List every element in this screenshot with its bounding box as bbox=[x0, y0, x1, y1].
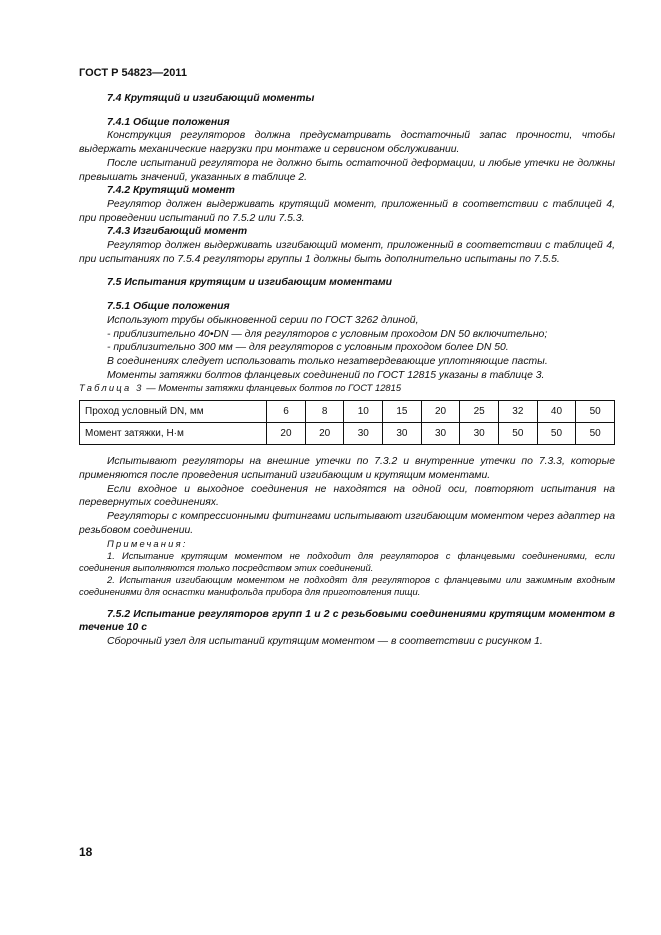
table-cell: 8 bbox=[305, 401, 344, 423]
document-header: ГОСТ Р 54823—2011 bbox=[79, 67, 187, 79]
paragraph: Регулятор должен выдерживать крутящий момент, приложенный в соответствии с таблицей 4, при проведении испытаний по 7.5.2 или 7.5.3. bbox=[79, 198, 615, 224]
section-7-5-title: 7.5 Испытания крутящим и изгибающим моментами bbox=[107, 277, 393, 289]
note-item: 1. Испытание крутящим моментом не подходит для регуляторов с фланцевыми соединениями, если соединения выполняются только посредством этих соединений. bbox=[79, 549, 615, 573]
paragraph: В соединениях следует использовать только незатвердевающие уплотняющие пасты. bbox=[107, 355, 548, 367]
table-caption bbox=[79, 382, 615, 394]
section-7-5-2-title: 7.5.2 Испытание регуляторов групп 1 и 2 с резьбовыми соединениями крутящим моментом в течение 10 с bbox=[79, 608, 615, 634]
paragraph: Регуляторы с компрессионными фитингами испытывают изгибающим моментом через адаптер на резьбовом соединении. bbox=[79, 511, 615, 536]
table-cell: 30 bbox=[460, 423, 499, 445]
table-caption-text: — Моменты затяжки фланцевых болтов по ГОСТ 12815 bbox=[146, 382, 402, 394]
table-cell: 15 bbox=[383, 401, 422, 423]
table-row bbox=[80, 423, 615, 445]
table-cell: 30 bbox=[344, 423, 383, 445]
paragraph: Конструкция регуляторов должна предусматривать достаточный запас прочности, чтобы выдержать механические нагрузки при монтаже и сервисном обслуживании. bbox=[79, 130, 615, 156]
table-row bbox=[80, 401, 615, 423]
paragraph: После испытаний регулятора не должно быть остаточной деформации, и любые утечки не должны превышать значений, указанных в таблице 2. bbox=[79, 157, 615, 183]
table-caption-prefix: Таблица 3 bbox=[79, 382, 144, 394]
note-item: 2. Испытания изгибающим моментом не подходят для регуляторов с фланцевыми или зажимным входным соединениями для оснастки манифольда прибора для приготовления пищи. bbox=[79, 573, 615, 597]
table-cell: 6 bbox=[267, 401, 306, 423]
table-cell: 20 bbox=[267, 423, 306, 445]
section-7-5-1-title: 7.5.1 Общие положения bbox=[107, 301, 230, 313]
paragraph: Сборочный узел для испытаний крутящим моментом — в соответствии с рисунком 1. bbox=[107, 635, 543, 647]
paragraph: Регулятор должен выдерживать изгибающий момент, приложенный в соответствии с таблицей 4, при испытаниях по 7.5.4 регуляторы группы 1 должны быть дополнительно испытаны по 7.5.5. bbox=[79, 240, 615, 265]
paragraph: Испытывают регуляторы на внешние утечки по 7.3.2 и внутренние утечки по 7.3.3, которые применяются после проведения испытаний изгибающим и крутящим моментами. bbox=[79, 456, 615, 482]
section-7-4-1-title: 7.4.1 Общие положения bbox=[107, 116, 230, 128]
paragraph: - приблизительно 300 мм — для регуляторов с условным проходом более DN 50. bbox=[107, 342, 509, 354]
table-cell: 20 bbox=[305, 423, 344, 445]
paragraph: - приблизительно 40•DN — для регуляторов с условным проходом DN 50 включительно; bbox=[107, 328, 548, 340]
table-cell: 20 bbox=[421, 401, 460, 423]
table-cell: 50 bbox=[576, 401, 615, 423]
table-cell: 50 bbox=[576, 423, 615, 445]
torque-table bbox=[79, 400, 615, 445]
table-cell: 40 bbox=[537, 401, 576, 423]
section-7-4-title: 7.4 Крутящий и изгибающий моменты bbox=[107, 93, 315, 104]
table-cell: 50 bbox=[537, 423, 576, 445]
page-number: 18 bbox=[79, 845, 93, 859]
table-cell: 25 bbox=[460, 401, 499, 423]
paragraph: Моменты затяжки болтов фланцевых соединений по ГОСТ 12815 указаны в таблице 3. bbox=[107, 369, 545, 381]
table-cell: 10 bbox=[344, 401, 383, 423]
paragraph: Если входное и выходное соединения не находятся на одной оси, повторяют испытания на перевернутых соединениях. bbox=[79, 483, 615, 509]
table-row-label: Момент затяжки, Н·м bbox=[80, 423, 267, 445]
section-7-4-3-title: 7.4.3 Изгибающий момент bbox=[107, 226, 248, 238]
table-row-label: Проход условный DN, мм bbox=[80, 401, 267, 423]
notes-title: Примечания: bbox=[107, 537, 188, 549]
table-cell: 30 bbox=[383, 423, 422, 445]
paragraph: Используют трубы обыкновенной серии по ГОСТ 3262 длиной, bbox=[107, 314, 419, 326]
section-7-4-2-title: 7.4.2 Крутящий момент bbox=[107, 185, 235, 197]
table-cell: 50 bbox=[499, 423, 538, 445]
table-cell: 30 bbox=[421, 423, 460, 445]
page-body bbox=[79, 92, 615, 649]
table-cell: 32 bbox=[499, 401, 538, 423]
